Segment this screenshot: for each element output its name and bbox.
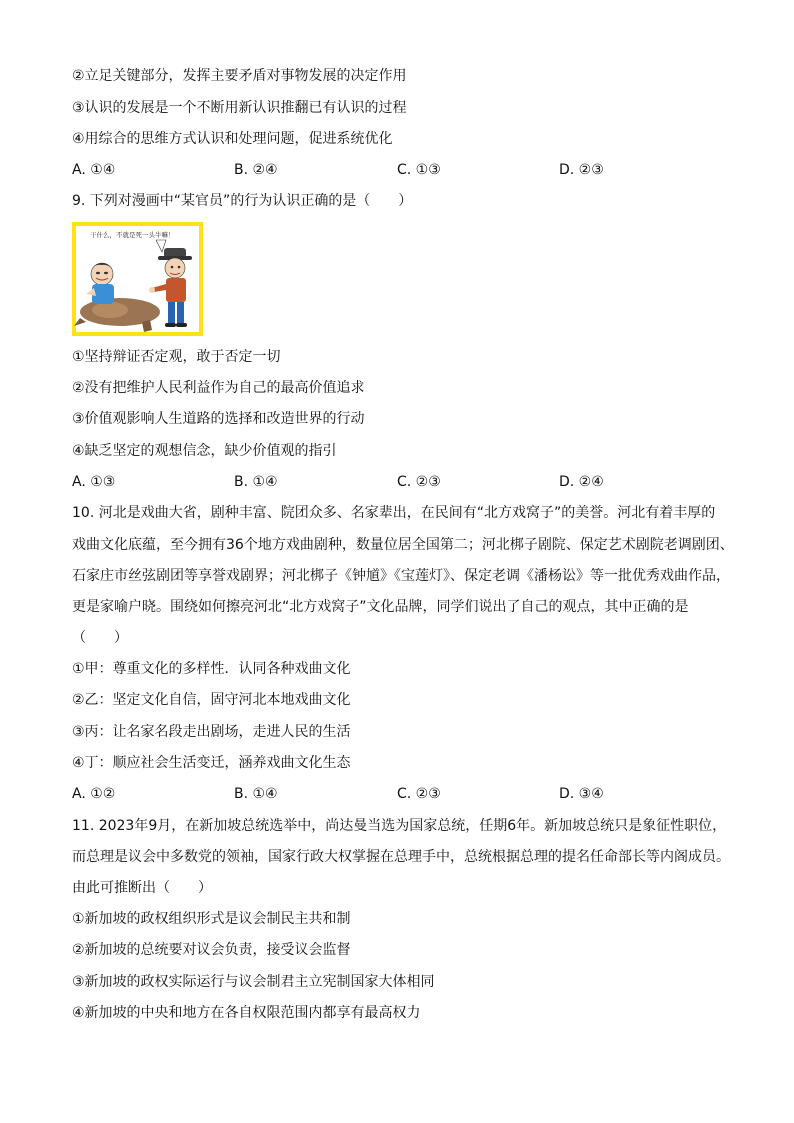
q10-statement-3: ③丙：让名家名段走出剧场，走进人民的生活 (72, 724, 351, 740)
q9-stem: 9. 下列对漫画中“某官员”的行为认识正确的是（ ） (72, 193, 413, 209)
q8-options (72, 160, 732, 180)
q8-option-d[interactable]: D. ②③ (559, 162, 604, 178)
q9-option-b[interactable]: B. ①④ (234, 474, 278, 490)
q11-stem-line-2: 而总理是议会中多数党的领袖，国家行政大权掌握在总理手中，总统根据总理的提名任命部长等内阁成员。 (72, 849, 730, 865)
q9-option-d[interactable]: D. ②④ (559, 474, 604, 490)
q10-stem-line-4: 更是家喻户晓。围绕如何擦亮河北“北方戏窝子”文化品牌，同学们说出了自己的观点，其中正确的是 (72, 599, 689, 615)
q10-stem-line-2: 戏曲文化底蕴，至今拥有36个地方戏曲剧种，数量位居全国第二；河北梆子剧院、保定艺术剧院老调剧团、 (72, 537, 734, 553)
q10-option-a[interactable]: A. ①② (72, 786, 116, 802)
cartoon-caption: 干什么，不就是死一头牛嘛！ (90, 231, 175, 239)
q9-statement-2: ②没有把维护人民利益作为自己的最高价值追求 (72, 380, 365, 396)
q8-option-c[interactable]: C. ①③ (397, 162, 441, 178)
cartoon-illustration (72, 222, 203, 336)
q11-statement-3: ③新加坡的政权实际运行与议会制君主立宪制国家大体相同 (72, 974, 435, 990)
q11-statement-4: ④新加坡的中央和地方在各自权限范围内都享有最高权力 (72, 1005, 421, 1021)
q10-stem-line-3: 石家庄市丝弦剧团等享誉戏剧界；河北梆子《钟馗》《宝莲灯》、保定老调《潘杨讼》等一批优秀戏曲作品， (72, 568, 730, 584)
q10-stem-line-1: 10. 河北是戏曲大省，剧种丰富、院团众多、名家辈出，在民间有“北方戏窝子”的美誉。河北有着丰厚的 (72, 505, 716, 521)
q9-options (72, 472, 732, 492)
q10-option-b[interactable]: B. ①④ (234, 786, 278, 802)
q9-statement-1: ①坚持辩证否定观，敢于否定一切 (72, 349, 281, 365)
q11-stem-line-1: 11. 2023年9月，在新加坡总统选举中，尚达曼当选为国家总统，任期6年。新加坡总统只是象征性职位， (72, 818, 727, 834)
q11-stem-line-3: 由此可推断出（ ） (72, 880, 212, 896)
q8-option-b[interactable]: B. ②④ (234, 162, 278, 178)
q9-statement-4: ④缺乏坚定的观想信念，缺少价值观的指引 (72, 443, 337, 459)
q11-statement-1: ①新加坡的政权组织形式是议会制民主共和制 (72, 911, 351, 927)
q9-option-a[interactable]: A. ①③ (72, 474, 116, 490)
q10-option-c[interactable]: C. ②③ (397, 786, 441, 802)
q9-statement-3: ③价值观影响人生道路的选择和改造世界的行动 (72, 411, 365, 427)
q8-statement-2: ②立足关键部分，发挥主要矛盾对事物发展的决定作用 (72, 68, 407, 84)
q10-statement-1: ①甲：尊重文化的多样性．认同各种戏曲文化 (72, 661, 351, 677)
q10-statement-4: ④丁：顺应社会生活变迁，涵养戏曲文化生态 (72, 755, 351, 771)
q10-statement-2: ②乙：坚定文化自信，固守河北本地戏曲文化 (72, 692, 351, 708)
q8-statement-3: ③认识的发展是一个不断用新认识推翻已有认识的过程 (72, 100, 407, 116)
q10-option-d[interactable]: D. ③④ (559, 786, 604, 802)
q9-cartoon-image (72, 222, 203, 336)
q10-options (72, 784, 732, 804)
q8-statement-4: ④用综合的思维方式认识和处理问题，促进系统优化 (72, 131, 393, 147)
q11-statement-2: ②新加坡的总统要对议会负责，接受议会监督 (72, 942, 351, 958)
q8-option-a[interactable]: A. ①④ (72, 162, 116, 178)
q10-stem-line-5: （ ） (72, 630, 128, 646)
q9-option-c[interactable]: C. ②③ (397, 474, 441, 490)
